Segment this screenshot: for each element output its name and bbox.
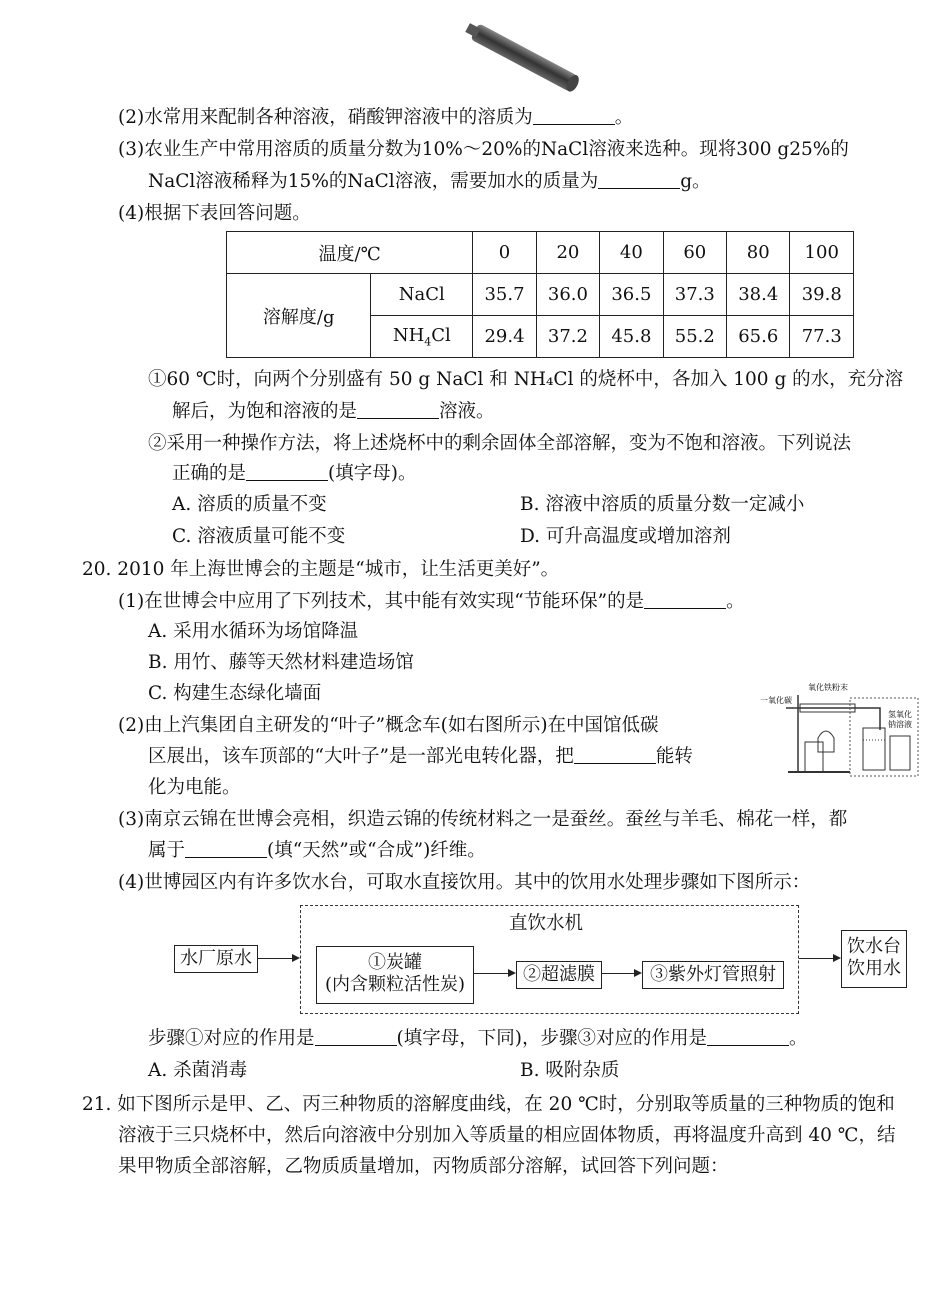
flow-machine-label: 直饮水机 bbox=[509, 913, 584, 934]
temp-cell: 20 bbox=[536, 232, 599, 274]
answer-blank[interactable] bbox=[246, 462, 328, 481]
temp-cell: 80 bbox=[727, 232, 790, 274]
value-cell: 29.4 bbox=[473, 316, 536, 358]
flow-step3: ③紫外灯管照射 bbox=[642, 961, 784, 989]
flow-destination bbox=[841, 930, 907, 988]
temp-cell: 40 bbox=[600, 232, 663, 274]
answer-blank[interactable] bbox=[598, 170, 680, 189]
q20-part3-line2: 属于 (填“天然”或“合成”)纤维。 bbox=[148, 840, 486, 861]
value-cell: 36.5 bbox=[600, 274, 663, 316]
flow-arrow bbox=[258, 958, 298, 959]
value-cell: 35.7 bbox=[473, 274, 536, 316]
flow-destination-line1: 饮水台 bbox=[847, 936, 901, 957]
q20-part4-option-a: A. 杀菌消毒 bbox=[148, 1060, 248, 1081]
q21-line3: 果甲物质全部溶解，乙物质质量增加，丙物质部分溶解，试回答下列问题： bbox=[118, 1156, 729, 1177]
value-cell: 55.2 bbox=[663, 316, 726, 358]
option-d: D. 可升高温度或增加溶剂 bbox=[520, 526, 731, 547]
solubility-header: 溶解度/g bbox=[227, 274, 371, 358]
label-sodium-hydroxide-1: 氢氧化 bbox=[888, 710, 912, 719]
label-carbon-monoxide: 一氧化碳 bbox=[760, 696, 792, 705]
burner-block bbox=[805, 742, 823, 772]
co-reduction-apparatus-figure bbox=[760, 680, 920, 780]
q20-part1-option-a: A. 采用水循环为场馆降温 bbox=[148, 621, 359, 642]
label-iron-oxide-powder: 氧化铁粉末 bbox=[808, 683, 848, 692]
q19-sub2-line2: 正确的是 (填字母)。 bbox=[172, 463, 417, 484]
value-cell: 65.6 bbox=[727, 316, 790, 358]
beaker bbox=[890, 736, 910, 770]
temp-cell: 100 bbox=[790, 232, 854, 274]
flow-step2: ②超滤膜 bbox=[516, 961, 602, 989]
q20-part4: (4)世博园区内有许多饮水台，可取水直接饮用。其中的饮用水处理步骤如下图所示： bbox=[118, 872, 811, 893]
q21-line2: 溶液于三只烧杯中，然后向溶液中分别加入等质量的相应固体物质，再将温度升高到 40 ℃，结 bbox=[118, 1125, 896, 1146]
glass-tube-image bbox=[460, 18, 590, 98]
flow-source: 水厂原水 bbox=[174, 945, 258, 973]
flow-arrow bbox=[799, 958, 839, 959]
value-cell: 39.8 bbox=[790, 274, 854, 316]
q20-part4-question: 步骤①对应的作用是 (填字母，下同)，步骤③对应的作用是 。 bbox=[148, 1028, 808, 1049]
q20-part2-line3: 化为电能。 bbox=[148, 777, 241, 798]
label-sodium-hydroxide-2: 钠溶液 bbox=[888, 720, 912, 729]
value-cell: 45.8 bbox=[600, 316, 663, 358]
answer-blank[interactable] bbox=[707, 1027, 789, 1046]
q19-sub2-line1: ②采用一种操作方法，将上述烧杯中的剩余固体全部溶解，变为不饱和溶液。下列说法 bbox=[148, 433, 852, 454]
value-cell: 37.2 bbox=[536, 316, 599, 358]
temp-cell: 60 bbox=[663, 232, 726, 274]
substance-name: NaCl bbox=[371, 274, 473, 316]
flow-step1-line2: (内含颗粒活性炭) bbox=[324, 974, 466, 995]
q20-part1-option-b: B. 用竹、藤等天然材料建造场馆 bbox=[148, 652, 414, 673]
value-cell: 77.3 bbox=[790, 316, 854, 358]
q21-line1: 21. 如下图所示是甲、乙、丙三种物质的溶解度曲线，在 20 ℃时，分别取等质量的三种物质的饱和 bbox=[82, 1094, 895, 1115]
q19-part2: (2)水常用来配制各种溶液，硝酸钾溶液中的溶质为 。 bbox=[118, 107, 634, 128]
flow-step1 bbox=[316, 946, 474, 1004]
q20-part2-line2: 区展出，该车顶部的“大叶子”是一部光电转化器，把 能转 bbox=[148, 746, 693, 767]
substance-name: $NH_4Cl$ bbox=[371, 316, 473, 358]
option-c: C. 溶液质量可能不变 bbox=[172, 526, 346, 547]
answer-blank[interactable] bbox=[574, 745, 656, 764]
temp-cell: 0 bbox=[473, 232, 536, 274]
flow-destination-line2: 饮用水 bbox=[847, 958, 901, 979]
q20-part2-line1: (2)由上汽集团自主研发的“叶子”概念车(如右图所示)在中国馆低碳 bbox=[118, 715, 659, 736]
flow-arrow bbox=[474, 973, 514, 974]
option-b: B. 溶液中溶质的质量分数一定减小 bbox=[520, 494, 805, 515]
q20-part1: (1)在世博会中应用了下列技术，其中能有效实现“节能环保”的是 。 bbox=[118, 591, 745, 612]
option-a: A. 溶质的质量不变 bbox=[172, 494, 327, 515]
gas-bottle bbox=[863, 728, 885, 770]
temp-header: 温度/℃ bbox=[227, 232, 473, 274]
answer-blank[interactable] bbox=[315, 1027, 397, 1046]
value-cell: 36.0 bbox=[536, 274, 599, 316]
value-cell: 37.3 bbox=[663, 274, 726, 316]
solubility-table bbox=[226, 231, 854, 358]
q20-part3-line1: (3)南京云锦在世博会亮相，织造云锦的传统材料之一是蚕丝。蚕丝与羊毛、棉花一样，都 bbox=[118, 809, 848, 830]
value-cell: 38.4 bbox=[727, 274, 790, 316]
flow-arrow bbox=[602, 973, 640, 974]
q20-stem: 20. 2010 年上海世博会的主题是“城市，让生活更美好”。 bbox=[82, 559, 560, 580]
q19-part4: (4)根据下表回答问题。 bbox=[118, 203, 311, 224]
q20-part1-option-c: C. 构建生态绿化墙面 bbox=[148, 683, 322, 704]
q19-part3-line1: (3)农业生产中常用溶质的质量分数为10%～20%的NaCl溶液来选种。现将300 g25%的 bbox=[118, 139, 849, 160]
q19-sub1-line1: ①60 ℃时，向两个分别盛有 50 g NaCl 和 NH₄Cl 的烧杯中，各加入 100 g 的水，充分溶 bbox=[148, 369, 904, 390]
flow-step1-line1: ①炭罐 bbox=[368, 952, 422, 973]
answer-blank[interactable] bbox=[185, 839, 267, 858]
q19-sub1-line2: 解后，为饱和溶液的是 溶液。 bbox=[172, 401, 495, 422]
q19-part3-line2: NaCl溶液稀释为15%的NaCl溶液，需要加水的质量为 g。 bbox=[148, 171, 711, 192]
q20-part4-option-b: B. 吸附杂质 bbox=[520, 1060, 620, 1081]
answer-blank[interactable] bbox=[533, 106, 615, 125]
answer-blank[interactable] bbox=[357, 400, 439, 419]
answer-blank[interactable] bbox=[644, 590, 726, 609]
